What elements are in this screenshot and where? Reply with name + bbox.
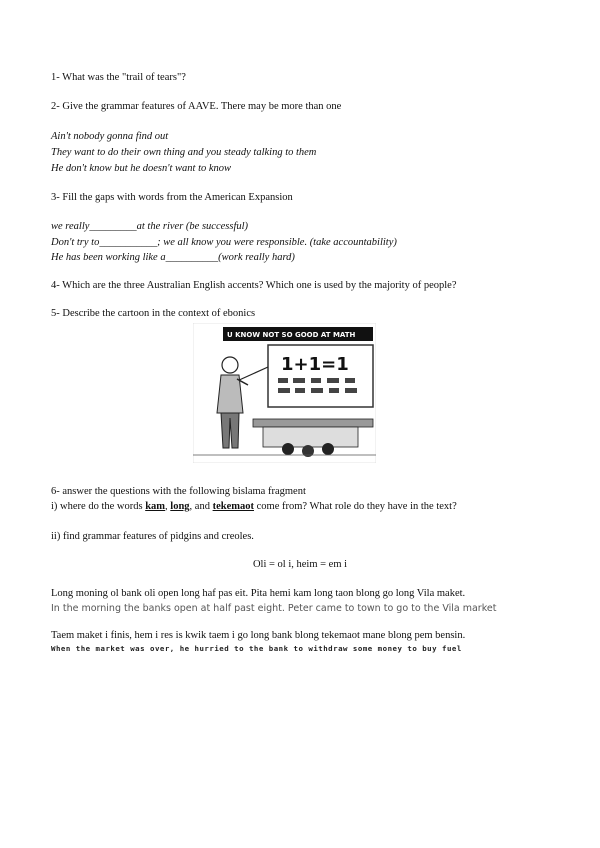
question-5: 5- Describe the cartoon in the context of ebonics <box>51 308 256 319</box>
aave-example-1: Ain't nobody gonna find out <box>51 131 169 142</box>
question-6: 6- answer the questions with the following bislama fragment <box>51 486 306 497</box>
gap-sentence-1: we really_________at the river (be successful) <box>51 221 249 232</box>
english-translation-1: In the morning the banks open at half past eight. Peter came to town to go to the Vila market <box>51 603 497 614</box>
gap-sentence-3: He has been working like a__________(work really hard) <box>51 252 295 263</box>
question-6i <box>51 501 457 514</box>
cartoon-equation: 1+1=1 <box>281 354 349 375</box>
question-1: 1- What was the "trail of tears"? <box>51 72 186 83</box>
bislama-sentence-1: Long moning ol bank oli open long haf pas eit. Pita hemi kam long taon blong go long Vila maket. <box>51 588 466 599</box>
cartoon-banner-text: U KNOW NOT SO GOOD AT MATH <box>227 331 356 339</box>
question-6ii: ii) find grammar features of pidgins and creoles. <box>51 531 254 542</box>
aave-example-3: He don't know but he doesn't want to know <box>51 163 232 174</box>
question-3: 3- Fill the gaps with words from the American Expansion <box>51 192 293 203</box>
question-4: 4- Which are the three Australian English accents? Which one is used by the majority of people? <box>51 280 457 291</box>
q6i-text-end: come from? What role do they have in the text? <box>254 501 457 512</box>
gap-sentence-2: Don't try to___________; we all know you were responsible. (take accountability) <box>51 237 397 248</box>
ebonics-cartoon <box>193 323 376 463</box>
word-tekemaot: tekemaot <box>212 501 254 512</box>
q6i-sep-1: , <box>165 501 171 512</box>
aave-example-2: They want to do their own thing and you steady talking to them <box>51 147 317 158</box>
question-2: 2- Give the grammar features of AAVE. There may be more than one <box>51 101 342 112</box>
q6i-text-start: i) where do the words <box>51 501 146 512</box>
word-kam: kam <box>145 501 166 512</box>
english-translation-2: When the market was over, he hurried to the bank to withdraw some money to buy fuel <box>51 644 462 653</box>
word-long: long <box>170 501 190 512</box>
q6i-sep-2: , and <box>189 501 213 512</box>
pronoun-note: Oli = ol i, heim = em i <box>252 559 348 570</box>
bislama-sentence-2: Taem maket i finis, hem i res is kwik taem i go long bank blong tekemaot mane blong pem bensin. <box>51 630 466 641</box>
